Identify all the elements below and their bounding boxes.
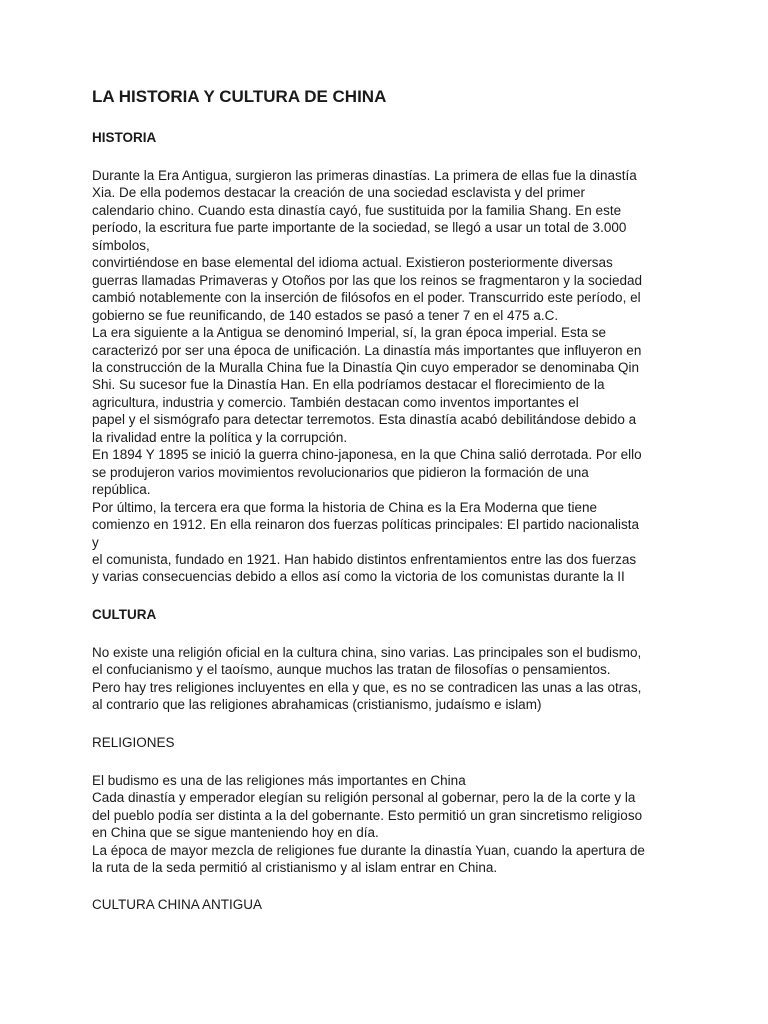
paragraph-line: del pueblo podía ser distinta a la del gobernante. Esto permitió un gran sincretismo religioso — [92, 807, 643, 823]
paragraph-line: La época de mayor mezcla de religiones fue durante la dinastía Yuan, cuando la apertura de — [92, 842, 645, 858]
paragraph-line: Xia. De ella podemos destacar la creación de una sociedad esclavista y del primer — [92, 185, 586, 201]
paragraph-line: el comunista, fundado en 1921. Han habido distintos enfrentamientos entre las dos fuerzas — [92, 551, 637, 567]
paragraph-line: caracterizó por ser una época de unificación. La dinastía más importantes que influyeron en — [92, 342, 642, 358]
paragraph-line: Durante la Era Antigua, surgieron las primeras dinastías. La primera de ellas fue la dinastía — [92, 168, 637, 183]
section-heading-religiones: RELIGIONES — [92, 734, 175, 750]
section-heading-cultura: CULTURA — [92, 606, 157, 622]
paragraph-line: el confucianismo y el taoísmo, aunque muchos las tratan de filosofías o pensamientos. — [92, 662, 611, 678]
paragraph-line: En 1894 Y 1895 se inició la guerra chino-japonesa, en la que China salió derrotada. Por ello — [92, 447, 642, 463]
paragraph-line: la ruta de la seda permitió al cristianismo y al islam entrar en China. — [92, 859, 498, 875]
paragraph-line: No existe una religión oficial en la cultura china, sino varias. Las principales son el budismo, — [92, 644, 642, 660]
paragraph-line: en China que se sigue manteniendo hoy en día. — [92, 825, 379, 841]
section-heading-cultura-antigua: CULTURA CHINA ANTIGUA — [92, 897, 263, 913]
paragraph-line: al contrario que las religiones abrahamicas (cristianismo, judaísmo e islam) — [92, 697, 542, 713]
paragraph-line: la construcción de la Muralla China fue la Dinastía Qin cuyo emperador se denominaba Qin — [92, 359, 640, 375]
paragraph-line: gobierno se fue reunificando, de 140 estados se pasó a tener 7 en el 475 a.C. — [92, 307, 559, 323]
paragraph-line: cambió notablemente con la inserción de filósofos en el poder. Transcurrido este período, el — [92, 290, 641, 306]
paragraph-line: calendario chino. Cuando esta dinastía cayó, fue sustituida por la familia Shang. En este — [92, 202, 622, 218]
paragraph-line: Cada dinastía y emperador elegían su religión personal al gobernar, pero la de la corte y la — [92, 790, 636, 806]
paragraph-line: y varias consecuencias debido a ellos así como la victoria de los comunistas durante la II — [92, 569, 625, 585]
paragraph-line: Pero hay tres religiones incluyentes en ella y que, es no se contradicen las unas a las otras, — [92, 679, 642, 695]
document-title: LA HISTORIA Y CULTURA DE CHINA — [92, 87, 387, 106]
paragraph-line: y — [92, 534, 99, 550]
paragraph-line: guerras llamadas Primaveras y Otoños por las que los reinos se fragmentaron y la sociedad — [92, 272, 643, 288]
document-page — [92, 86, 682, 934]
paragraph-line: Shi. Su sucesor fue la Dinastía Han. En ella podríamos destacar el florecimiento de la — [92, 377, 605, 393]
paragraph-line: convirtiéndose en base elemental del idioma actual. Existieron posteriormente diversas — [92, 255, 613, 271]
paragraph-line: papel y el sismógrafo para detectar terremotos. Esta dinastía acabó debilitándose debido a — [92, 412, 637, 428]
paragraph-line: La era siguiente a la Antigua se denominó Imperial, sí, la gran época imperial. Esta se — [92, 325, 607, 341]
paragraph-line: comienzo en 1912. En ella reinaron dos fuerzas políticas principales: El partido nacionalista — [92, 517, 640, 533]
religiones-body — [92, 772, 682, 877]
paragraph-line: agricultura, industria y comercio. También destacan como inventos importantes el — [92, 394, 579, 410]
cultura-body — [92, 644, 682, 714]
paragraph-line: símbolos, — [92, 237, 150, 253]
historia-body — [92, 167, 682, 586]
paragraph-line: república. — [92, 482, 151, 498]
paragraph-line: se produjeron varios movimientos revolucionarios que pidieron la formación de una — [92, 464, 589, 480]
paragraph-line: El budismo es una de las religiones más importantes en China — [92, 772, 466, 788]
section-heading-historia: HISTORIA — [92, 130, 157, 145]
paragraph-line: la rivalidad entre la política y la corrupción. — [92, 429, 348, 445]
paragraph-line: Por último, la tercera era que forma la historia de China es la Era Moderna que tiene — [92, 499, 598, 515]
paragraph-line: período, la escritura fue parte importante de la sociedad, se llegó a usar un total de 3.000 — [92, 220, 627, 236]
